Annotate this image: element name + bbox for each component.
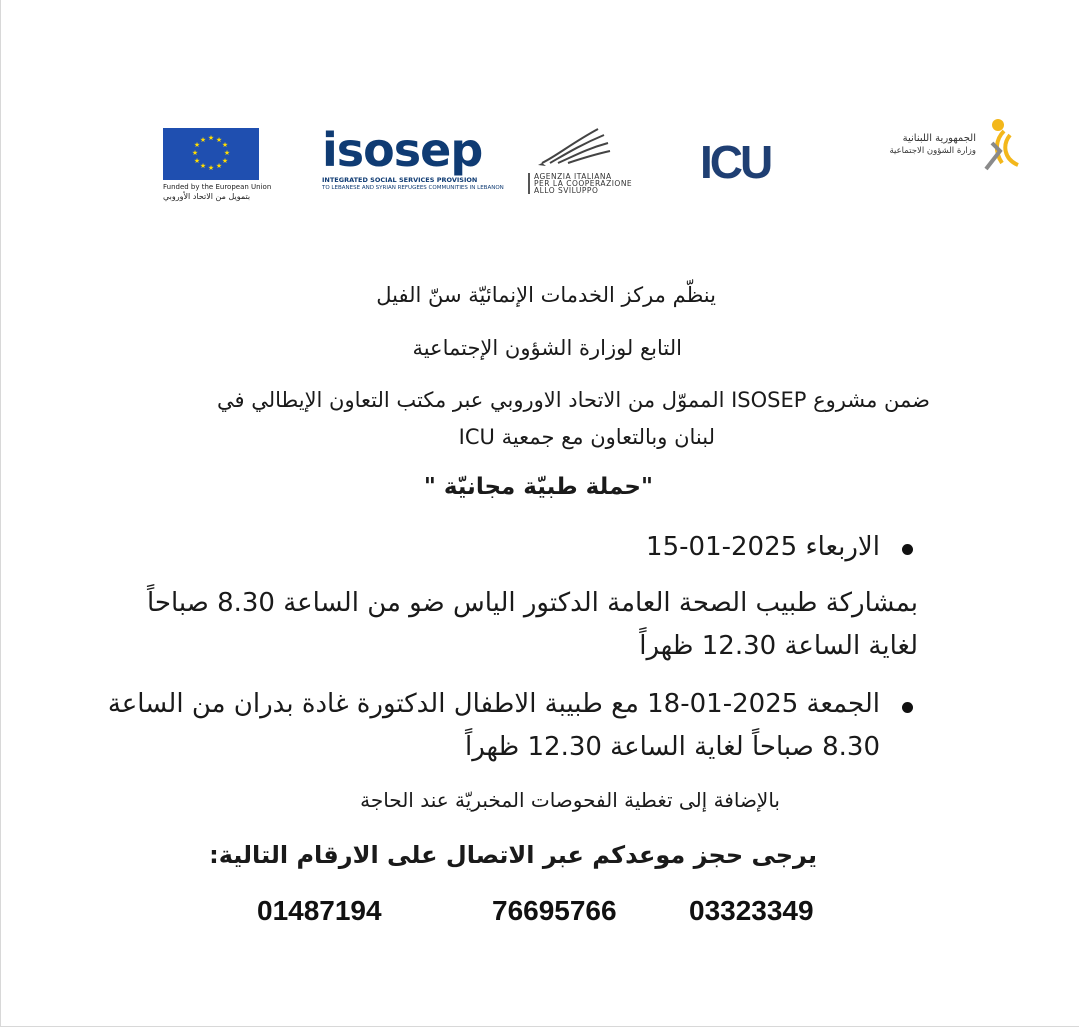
schedule-1-date: الاربعاء 2025-01-15 [646,532,880,562]
ministry-line-2: وزارة الشؤون الاجتماعية [889,146,976,156]
svg-text:★: ★ [207,134,215,142]
aics-line-3: ALLO SVILUPPO [534,186,599,195]
eu-logo [163,128,272,202]
eu-caption-ar: بتمويل من الاتحاد الأوروبي [163,192,251,201]
dove-icon [528,125,618,167]
organizer-line: ينظّم مركز الخدمات الإنمائيّة سنّ الفيل [376,283,716,307]
ministry-affiliation-line: التابع لوزارة الشؤون الإجتماعية [412,336,682,360]
svg-text:★: ★ [193,157,201,165]
schedule-2-hours: 8.30 صباحاً لغاية الساعة 12.30 ظهراً [464,732,880,762]
isosep-tagline-2: TO LEBANESE AND SYRIAN REFUGEES COMMUNITIES IN LEBANON [322,185,504,191]
isosep-wordmark: isosep [322,123,483,177]
ministry-line-1: الجمهورية اللبنانية [902,133,976,144]
eu-flag-icon [163,128,259,180]
lab-tests-note: بالإضافة إلى تغطية الفحوصات المخبريّة عند الحاجة [360,788,780,812]
schedule-1-detail: بمشاركة طبيب الصحة العامة الدكتور الياس ضو من الساعة 8.30 صباحاً [146,588,918,618]
eu-caption-en: Funded by the European Union [163,183,272,191]
svg-text:★: ★ [221,157,229,165]
svg-text:★: ★ [199,162,207,170]
project-line-2: لبنان وبالتعاون مع جمعية ICU [458,425,715,449]
aics-logo [528,125,638,194]
svg-text:★: ★ [199,136,207,144]
svg-text:★: ★ [223,149,231,157]
aics-line-2: PER LA COOPERAZIONE [534,179,633,188]
svg-text:★: ★ [193,141,201,149]
isosep-tagline-1: INTEGRATED SOCIAL SERVICES PROVISION [322,176,478,184]
svg-text:★: ★ [215,162,223,170]
svg-text:★: ★ [215,136,223,144]
ministry-emblem-icon [976,117,1026,175]
svg-text:★: ★ [221,141,229,149]
bullet-icon [902,702,913,713]
svg-text:★: ★ [207,164,215,172]
aics-line-1: AGENZIA ITALIANA [534,172,612,181]
svg-text:★: ★ [191,149,199,157]
project-line-1: ضمن مشروع ISOSEP المموّل من الاتحاد الاوروبي عبر مكتب التعاون الإيطالي في [216,388,930,412]
schedule-1-hours: لغاية الساعة 12.30 ظهراً [639,631,918,661]
icu-logo [700,136,771,188]
booking-prompt: يرجى حجز موعدكم عبر الاتصال على الارقام التالية: [209,841,817,869]
isosep-logo [322,123,504,192]
icu-wordmark: ICU [700,136,771,188]
phone-number-1: 03323349 [689,895,814,926]
ministry-logo [880,117,1030,177]
campaign-title: "حملة طبيّة مجانيّة " [423,474,653,500]
phone-number-3: 01487194 [257,895,382,926]
schedule-2-detail: الجمعة 2025-01-18 مع طبيبة الاطفال الدكتورة غادة بدران من الساعة [107,689,880,719]
phone-number-2: 76695766 [492,895,617,926]
bullet-icon [902,544,913,555]
